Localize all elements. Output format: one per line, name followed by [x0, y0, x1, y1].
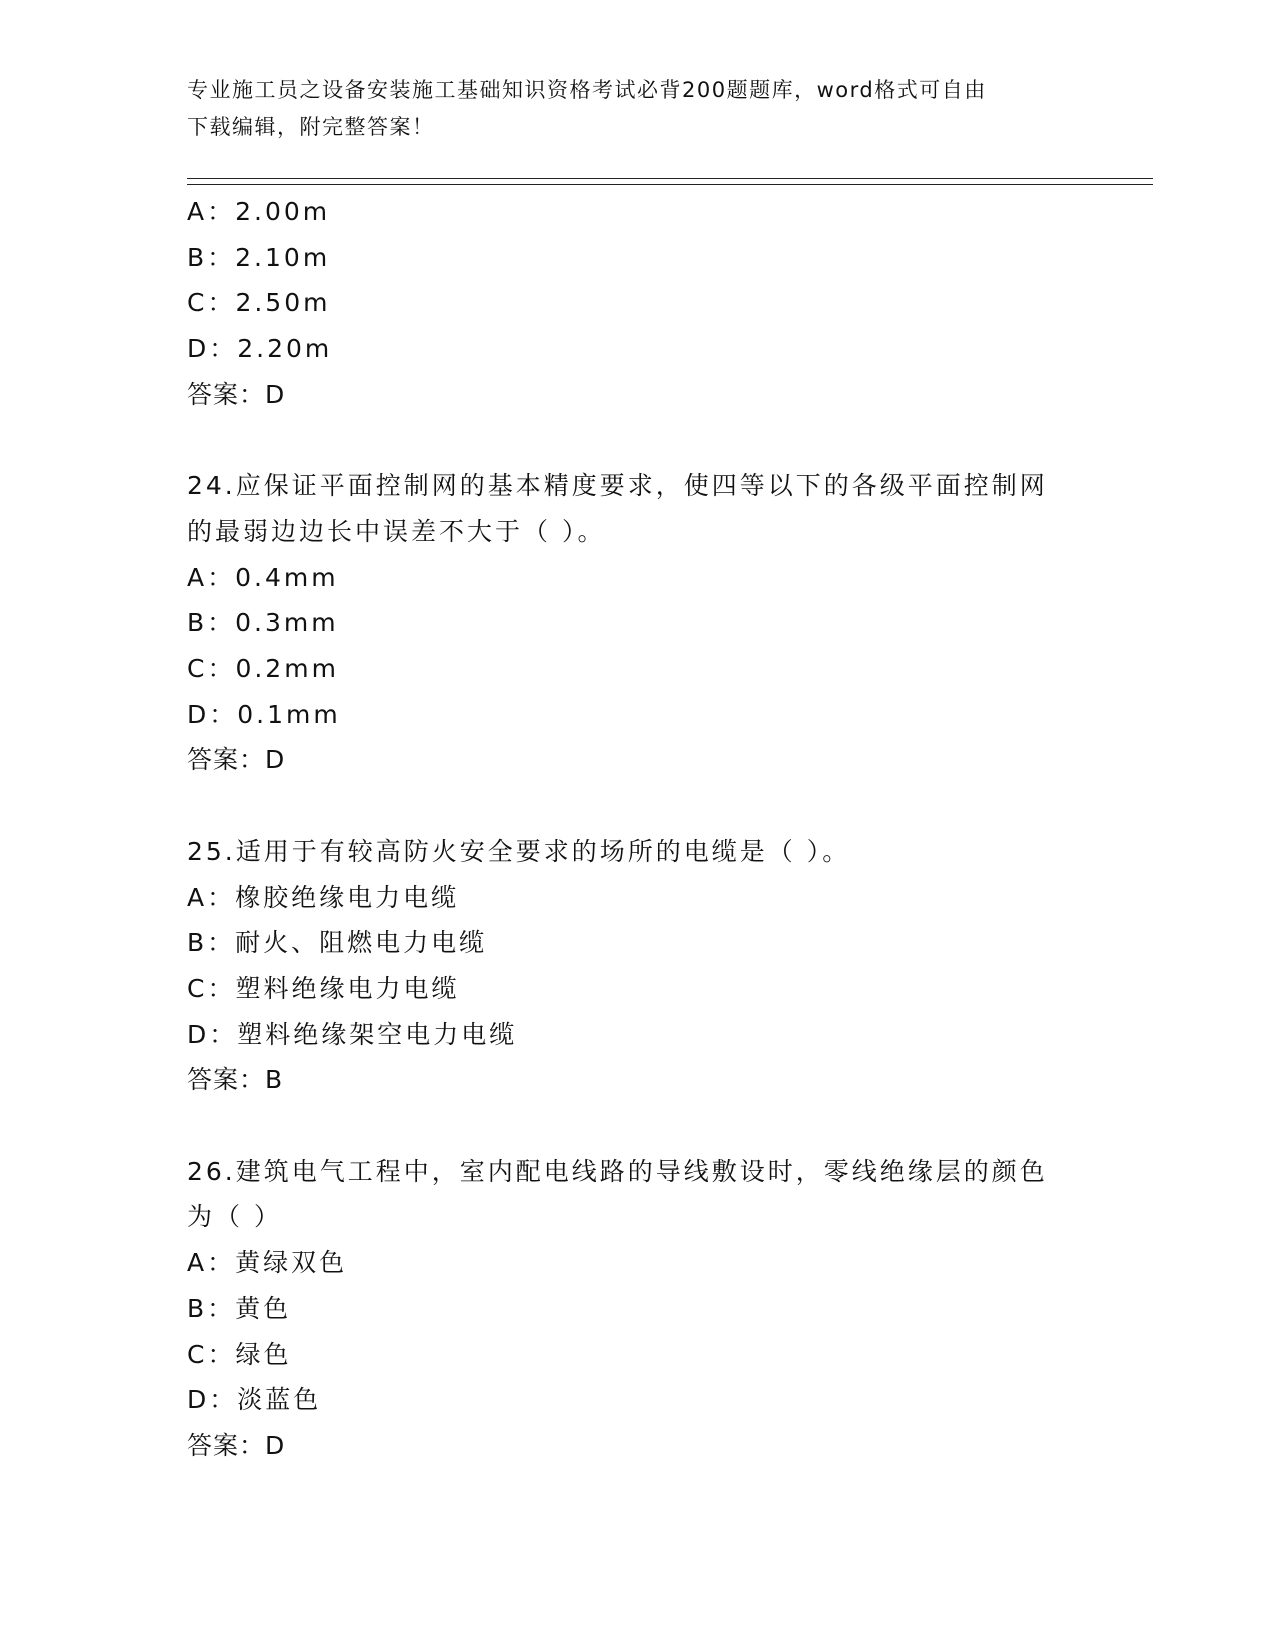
option-a: A：橡胶绝缘电力电缆	[187, 882, 460, 912]
option-d: D：淡蓝色	[187, 1385, 322, 1415]
answer: 答案：B	[187, 1065, 284, 1095]
spacer	[187, 1103, 1087, 1149]
answer: 答案：D	[187, 745, 286, 775]
question-block-23	[187, 189, 1087, 418]
question-text-line-1: 26.建筑电气工程中，室内配电线路的导线敷设时，零线绝缘层的颜色	[187, 1156, 1048, 1186]
question-text-line-1: 24.应保证平面控制网的基本精度要求，使四等以下的各级平面控制网	[187, 471, 1048, 501]
question-text-line-2: 为（ ）	[187, 1202, 282, 1232]
question-block-24	[187, 463, 1087, 783]
option-c: C：塑料绝缘电力电缆	[187, 973, 460, 1003]
option-b: B：0.3mm	[187, 608, 339, 638]
answer: 答案：D	[187, 379, 286, 409]
option-c: C：0.2mm	[187, 654, 339, 684]
option-b: B：耐火、阻燃电力电缆	[187, 928, 488, 958]
option-b: B：黄色	[187, 1293, 292, 1323]
question-text-line-2: 的最弱边边长中误差不大于（ ）。	[187, 516, 606, 546]
question-block-25	[187, 829, 1087, 1103]
question-block-26	[187, 1149, 1087, 1469]
header-divider-top	[187, 178, 1153, 179]
spacer	[187, 783, 1087, 829]
header-line-1: 专业施工员之设备安装施工基础知识资格考试必背200题题库，word格式可自由	[187, 78, 987, 102]
option-d: D：0.1mm	[187, 699, 341, 729]
option-b: B：2.10m	[187, 242, 331, 272]
option-d: D：塑料绝缘架空电力电缆	[187, 1019, 518, 1049]
option-c: C：2.50m	[187, 288, 331, 318]
option-a: A：2.00m	[187, 197, 331, 226]
spacer	[187, 418, 1087, 464]
header-divider-bottom	[187, 184, 1153, 185]
option-d: D：2.20m	[187, 334, 333, 364]
header-line-2: 下载编辑，附完整答案！	[187, 115, 435, 139]
question-list	[187, 189, 1087, 1469]
option-c: C：绿色	[187, 1339, 292, 1369]
question-text-line-1: 25.适用于有较高防火安全要求的场所的电缆是（ ）。	[187, 836, 851, 866]
document-header	[187, 72, 1087, 146]
option-a: A：0.4mm	[187, 562, 339, 592]
option-a: A：黄绿双色	[187, 1248, 348, 1278]
answer: 答案：D	[187, 1430, 286, 1460]
